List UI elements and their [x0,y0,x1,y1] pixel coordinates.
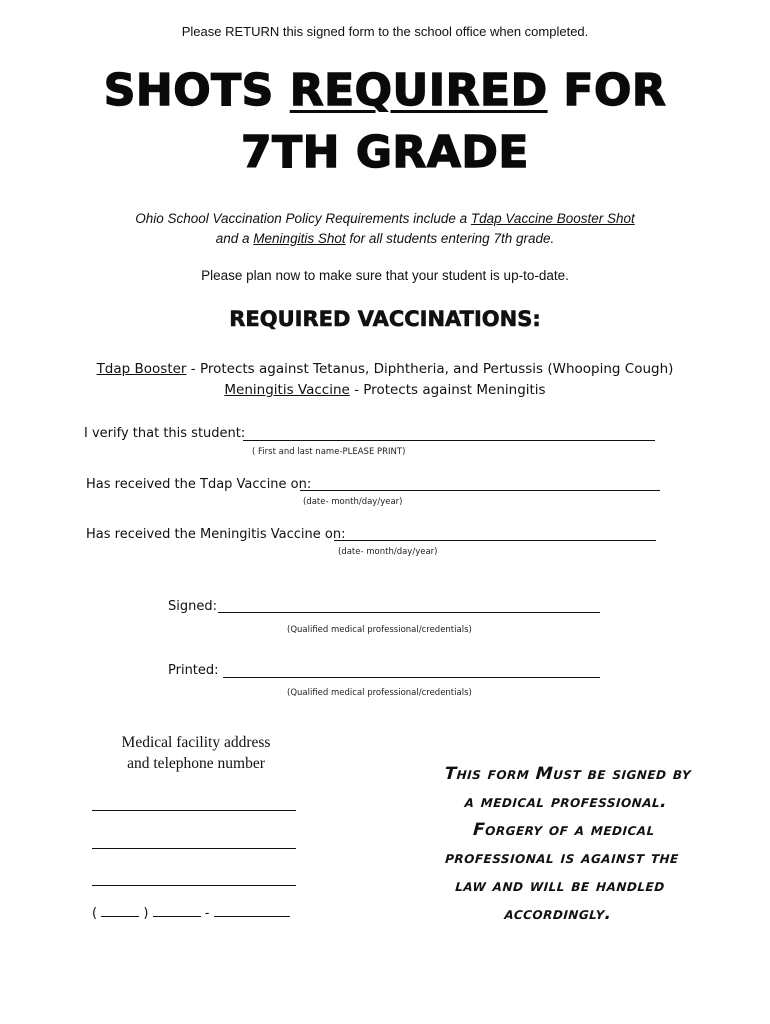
return-instruction: Please RETURN this signed form to the school office when completed. [181,24,589,39]
page-title-line-1 [0,60,770,122]
signature-hint: (Qualified medical professional/credentials) [287,625,472,635]
verify-student-label: I verify that this student: [84,426,246,441]
phone-number-field[interactable] [92,906,290,921]
meningitis-date-hint: (date- month/day/year) [338,547,438,557]
vaccination-item-meningitis [0,382,770,398]
warning-line: professional is against the [444,848,680,868]
policy-suffix: for all students entering 7th grade. [345,231,555,246]
signed-label: Signed: [168,599,217,614]
title-word-required: REQUIRED [289,65,548,116]
facility-address-line-2[interactable] [92,848,296,849]
vaccine-name: Meningitis Vaccine [224,382,350,398]
phone-line-blank[interactable] [214,906,290,917]
facility-address-line-3[interactable] [92,885,296,886]
facility-label-line-1: Medical facility address [121,734,271,751]
policy-text-line-1 [0,211,770,226]
area-code-blank[interactable] [101,906,139,917]
warning-line: Forgery of a medical [472,820,656,840]
warning-line: law and will be handled [454,876,666,896]
tdap-date-field[interactable] [300,490,660,491]
student-name-hint: ( First and last name-PLEASE PRINT) [252,447,406,457]
warning-line: This form Must be signed by [443,764,692,784]
vaccine-description: - Protects against Meningitis [349,382,546,398]
printed-label: Printed: [168,663,219,678]
phone-dash: - [204,906,210,921]
tdap-date-hint: (date- month/day/year) [303,497,403,507]
facility-label-line-2: and telephone number [127,755,265,772]
warning-line: accordingly. [503,904,613,924]
meningitis-shot-link[interactable]: Meningitis Shot [253,231,346,246]
facility-address-line-1[interactable] [92,810,296,811]
meningitis-date-field[interactable] [334,540,656,541]
facility-address-label [86,732,306,774]
policy-prefix: Ohio School Vaccination Policy Requirements include a [135,211,471,226]
tdap-date-label: Has received the Tdap Vaccine on: [86,477,312,492]
student-name-field[interactable] [243,440,655,441]
policy-text-line-2 [0,231,770,246]
signature-field[interactable] [218,612,600,613]
forgery-warning [392,760,734,928]
printed-name-hint: (Qualified medical professional/credentials) [287,688,472,698]
title-word-shots: SHOTS [103,65,274,116]
page-title-line-2: 7TH GRADE [241,127,529,178]
vaccine-description: - Protects against Tetanus, Diphtheria, and Pertussis (Whooping Cough) [186,361,674,377]
warning-line: a medical professional. [463,792,668,812]
plan-note: Please plan now to make sure that your student is up-to-date. [201,268,569,283]
title-word-for: FOR [563,65,667,116]
required-vaccinations-heading: REQUIRED VACCINATIONS: [229,307,541,331]
meningitis-date-label: Has received the Meningitis Vaccine on: [86,527,346,542]
policy-and: and a [215,231,254,246]
vaccine-name: Tdap Booster [96,361,187,377]
phone-close-paren: ) [143,906,149,921]
phone-prefix-blank[interactable] [153,906,201,917]
tdap-booster-link[interactable]: Tdap Vaccine Booster Shot [470,211,635,226]
phone-open-paren: ( [92,906,98,921]
vaccination-item-tdap [0,361,770,377]
printed-name-field[interactable] [223,677,600,678]
